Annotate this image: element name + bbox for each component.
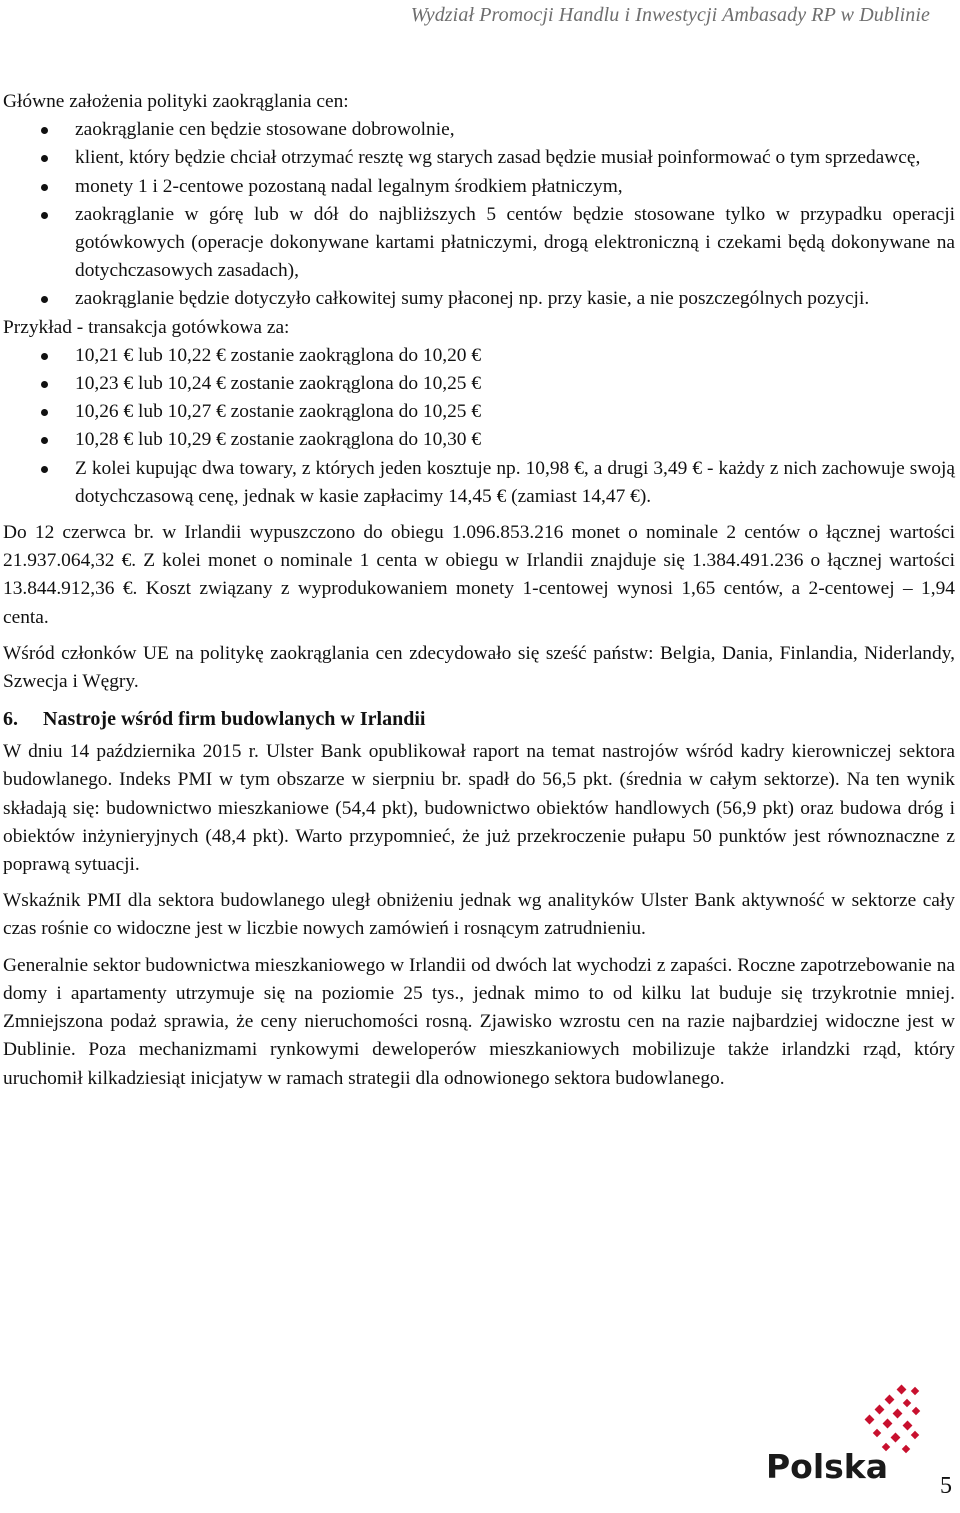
eu-paragraph: Wśród członków UE na politykę zaokrąglania cen zdecydowało się sześć państw: Belgia, Dania, Finlandia, Niderlandy, Szwecja i Węgry. [3, 642, 955, 693]
section-paragraph: Wskaźnik PMI dla sektora budowlanego uległ obniżeniu jednak wg analityków Ulster Bank aktywność w sektorze cały czas rośnie co widoczne jest w liczbie nowych zamówień i rosnącym zatrudnieniu. [3, 890, 955, 940]
bullet-icon [41, 155, 48, 162]
list-item: monety 1 i 2-centowe pozostaną nadal legalnym środkiem płatniczym, [3, 173, 955, 201]
list-item: Z kolei kupując dwa towary, z których jeden kosztuje np. 10,98 €, a drugi 3,49 € - każdy z nich zachowuje swoją dotychczasową cenę, jednak w kasie zapłacimy 14,45 € (zamiast 14,47 €). [3, 455, 955, 511]
page-header: Wydział Promocji Handlu i Inwestycji Ambasady RP w Dublinie [410, 4, 930, 26]
page-number: 5 [940, 1473, 952, 1499]
bullet-icon [41, 353, 48, 360]
coins-paragraph: Do 12 czerwca br. w Irlandii wypuszczono do obiegu 1.096.853.216 monet o nominale 2 centów o łącznej wartości 21.937.064,32 €. Z kolei monet o nominale 1 centa w obiegu w Irlandii znajduje się 1.384.491.236 o łącznej wartości 13.844.912,36 €. Koszt związany z wyprodukowaniem monety 1-centowej wynosi 1,65 centów, a 2-centowej – 1,94 centa. [3, 522, 955, 628]
section-paragraph: Generalnie sektor budownictwa mieszkaniowego w Irlandii od dwóch lat wychodzi z zapaści. Roczne zapotrzebowanie na domy i apartamenty utrzymuje się na poziomie 25 tys., jednak mimo to od kilku lat buduje się trzykrotnie mniej. Zmniejszona podaż sprawia, że ceny nieruchomości rosną. Zjawisko wzrostu cen na razie najbardziej widoczne jest w Dublinie. Poza mechanizmami rynkowymi deweloperów mieszkaniowych mobilizuje także irlandzki rząd, który uruchomił kilkadziesiąt inicjatyw w ramach strategii dla odnowionego sektora budowlanego. [3, 954, 955, 1089]
rounding-intro: Główne założenia polityki zaokrąglania cen: [3, 91, 349, 112]
list-item: 10,28 € lub 10,29 € zostanie zaokrąglona do 10,30 € [3, 426, 955, 454]
list-item: klient, który będzie chciał otrzymać resztę wg starych zasad będzie musiał poinformować o tym sprzedawcę, [3, 144, 955, 172]
bullet-icon [41, 437, 48, 444]
bullet-icon [41, 466, 48, 473]
polska-star-logo-icon [766, 1384, 926, 1484]
polska-logo [766, 1384, 926, 1484]
list-item: 10,21 € lub 10,22 € zostanie zaokrąglona do 10,20 € [3, 342, 955, 370]
example-intro: Przykład - transakcja gotówkowa za: [3, 316, 290, 338]
logo-text: Polska [766, 1447, 889, 1484]
bullet-icon [41, 127, 48, 134]
list-item: zaokrąglanie cen będzie stosowane dobrowolnie, [3, 116, 955, 144]
bullet-icon [41, 212, 48, 219]
list-item: zaokrąglanie będzie dotyczyło całkowitej sumy płaconej np. przy kasie, a nie poszczególnych pozycji. [3, 285, 955, 313]
section-title: Nastroje wśród firm budowlanych w Irlandii [43, 708, 426, 731]
list-item: 10,26 € lub 10,27 € zostanie zaokrąglona do 10,25 € [3, 398, 955, 426]
rounding-list [3, 116, 955, 313]
bullet-icon [41, 184, 48, 191]
bullet-icon [41, 409, 48, 416]
section-heading [3, 704, 955, 734]
bullet-icon [41, 296, 48, 303]
list-item: zaokrąglanie w górę lub w dół do najbliższych 5 centów będzie stosowane tylko w przypadku operacji gotówkowych (operacje dokonywane kartami płatniczymi, drogą elektroniczną i czekami będą dokonywane na dotychczasowych zasadach), [3, 201, 955, 286]
bullet-icon [41, 381, 48, 388]
section-paragraph: W dniu 14 października 2015 r. Ulster Bank opublikował raport na temat nastrojów wśród kadry kierowniczej sektora budowlanego. Indeks PMI w tym obszarze w sierpniu br. spadł do 56,5 pkt. (średnia w całym sektorze). Na ten wynik składają się: budownictwo mieszkaniowe (54,4 pkt), budownictwo obiektów handlowych (56,9 pkt) oraz budowa dróg i obiektów inżynieryjnych (48,4 pkt). Warto przypomnieć, że już przekroczenie pułapu 50 punktów jest równoznaczne z poprawą sytuacji. [3, 741, 955, 876]
list-item: 10,23 € lub 10,24 € zostanie zaokrąglona do 10,25 € [3, 370, 955, 398]
section-number: 6. [3, 708, 18, 731]
document-body [3, 88, 955, 1093]
example-list [3, 342, 955, 511]
